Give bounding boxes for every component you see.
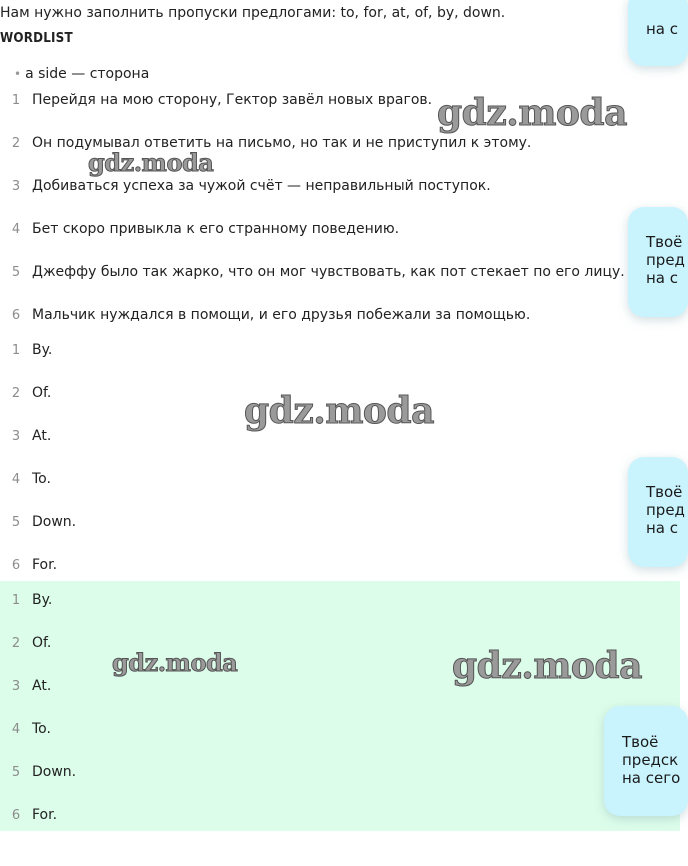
- bubble-text: Твоё: [646, 233, 683, 251]
- answer-row: [0, 512, 76, 532]
- answer-text: By.: [32, 342, 53, 358]
- bubble-text: на сего: [622, 769, 681, 787]
- answer-number: 5: [11, 514, 21, 530]
- answer-text: At.: [32, 428, 52, 444]
- answer-text: To.: [32, 471, 51, 487]
- sentence-row: [0, 219, 399, 239]
- highlighted-answers-block: [0, 581, 680, 831]
- watermark-logo: gdz.moda: [112, 648, 238, 677]
- chat-bubble-bottom[interactable]: [604, 706, 688, 816]
- chat-bubble-lower[interactable]: [628, 457, 688, 567]
- answer-row-highlighted: [0, 633, 51, 653]
- wordlist-item-text: a side — сторона: [25, 66, 150, 82]
- answer-number: 4: [11, 471, 21, 487]
- answer-text: Down.: [32, 514, 77, 530]
- answer-number: 6: [11, 807, 21, 823]
- answer-row-highlighted: [0, 805, 57, 825]
- answer-text: At.: [32, 678, 52, 694]
- answer-number: 3: [11, 428, 21, 444]
- sentence-row: [0, 90, 432, 110]
- answer-row-highlighted: [0, 590, 52, 610]
- task-text: Нам нужно заполнить пропуски предлогами: to, for, at, of, by, down.: [0, 5, 506, 21]
- sentence-text: Он подумывал ответить на письмо, но так и не приступил к этому.: [32, 135, 532, 151]
- sentence-number: 3: [11, 178, 21, 194]
- sentence-text: Бет скоро привыкла к его странному поведению.: [32, 221, 400, 237]
- bubble-text: предск: [622, 751, 679, 769]
- answer-number: 6: [11, 557, 21, 573]
- answer-text: Of.: [32, 635, 52, 651]
- watermark-logo: gdz.moda: [452, 645, 642, 687]
- bullet-dot: •: [14, 67, 22, 81]
- sentence-number: 1: [11, 92, 21, 108]
- answer-row: [0, 383, 51, 403]
- sentence-text: Перейдя на мою сторону, Гектор завёл новых врагов.: [32, 92, 433, 108]
- answer-number: 3: [11, 678, 21, 694]
- bubble-text: Твоё: [622, 733, 659, 751]
- sentence-number: 6: [11, 307, 21, 323]
- answer-number: 4: [11, 721, 21, 737]
- watermark-logo: gdz.moda: [244, 390, 434, 432]
- sentence-text: Мальчик нуждался в помощи, и его друзья побежали за помощью.: [32, 307, 531, 323]
- watermark-logo: gdz.moda: [437, 92, 627, 134]
- answer-number: 2: [11, 385, 21, 401]
- sentence-text: Добиваться успеха за чужой счёт — неправильный поступок.: [32, 178, 491, 194]
- answer-row-highlighted: [0, 762, 76, 782]
- bubble-text: пред: [646, 251, 685, 269]
- bubble-text: пред: [646, 501, 685, 519]
- answer-number: 1: [11, 342, 21, 358]
- sentence-number: 4: [11, 221, 21, 237]
- sentence-row: [0, 176, 491, 196]
- sentence-text: Джеффу было так жарко, что он мог чувствовать, как пот стекает по его лицу.: [32, 264, 625, 280]
- wordlist-item: [14, 66, 149, 80]
- answer-row: [0, 426, 51, 446]
- watermark-logo: gdz.moda: [88, 148, 214, 177]
- answer-row: [0, 469, 51, 489]
- sentence-row: [0, 133, 531, 153]
- chat-bubble-middle[interactable]: [628, 207, 688, 317]
- answer-row-highlighted: [0, 719, 51, 739]
- answer-row-highlighted: [0, 676, 51, 696]
- answer-text: For.: [32, 807, 58, 823]
- answer-row: [0, 340, 52, 360]
- answer-text: Of.: [32, 385, 52, 401]
- answer-text: To.: [32, 721, 51, 737]
- answer-number: 5: [11, 764, 21, 780]
- answer-text: For.: [32, 557, 58, 573]
- chat-bubble-top[interactable]: [628, 0, 688, 66]
- answer-text: By.: [32, 592, 53, 608]
- bubble-text: Твоё: [646, 483, 683, 501]
- wordlist-title: WORDLIST: [0, 31, 73, 46]
- answer-text: Down.: [32, 764, 77, 780]
- bubble-text: на с: [646, 20, 679, 38]
- bubble-text: на с: [646, 269, 679, 287]
- sentence-number: 5: [11, 264, 21, 280]
- bubble-text: на с: [646, 519, 679, 537]
- answer-number: 1: [11, 592, 21, 608]
- answer-row: [0, 555, 57, 575]
- answer-number: 2: [11, 635, 21, 651]
- sentence-row: [0, 305, 530, 325]
- sentence-row: [0, 262, 625, 282]
- sentence-number: 2: [11, 135, 21, 151]
